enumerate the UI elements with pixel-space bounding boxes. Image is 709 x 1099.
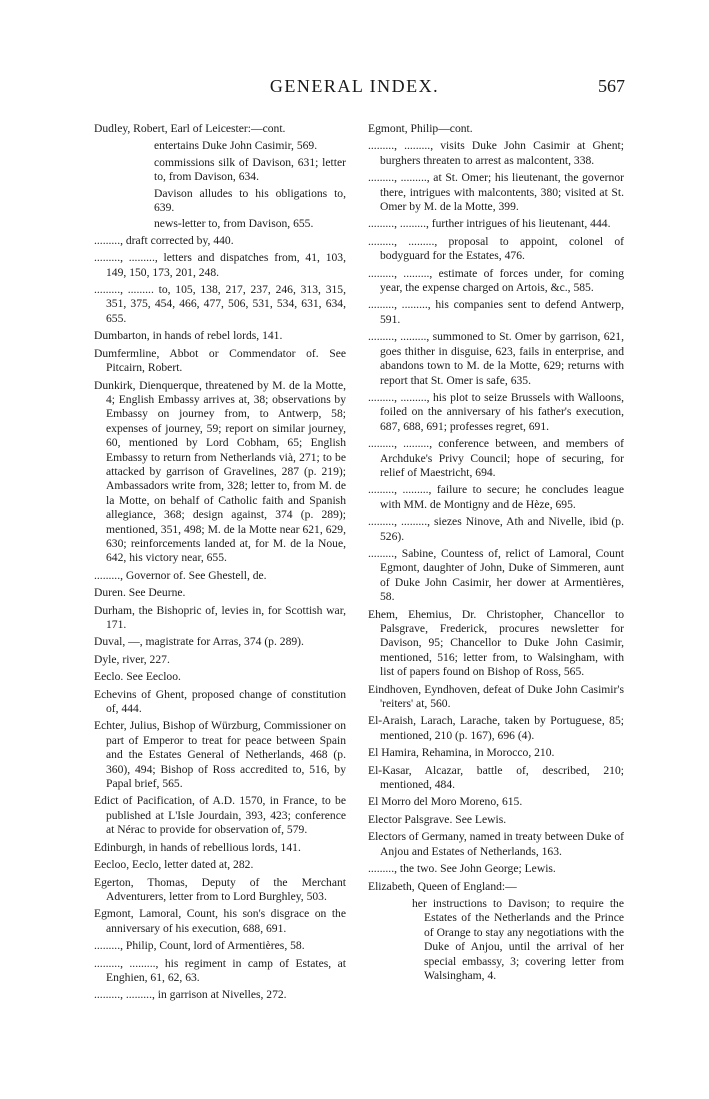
index-entry: ........., ........., summoned to St. Omer by garrison, 621, goes thither in disguise, 623, fails in enterprise, and abandons town to M. de la Motte, 629; returns with report that St. Omer is safe, 635. bbox=[368, 330, 624, 387]
index-entry: ........., ........., his regiment in camp of Estates, at Enghien, 61, 62, 63. bbox=[94, 956, 346, 984]
index-entry: Dyle, river, 227. bbox=[94, 652, 170, 666]
index-entry: ........., ........., siezes Ninove, Ath and Nivelle, ibid (p. 526). bbox=[368, 515, 624, 543]
index-entry: ........., ........., letters and dispatches from, 41, 103, 149, 150, 173, 201, 248. bbox=[94, 251, 346, 279]
index-entry: ........., ........., proposal to appoint, colonel of bodyguard for the Estates, 476. bbox=[368, 234, 624, 263]
index-entry: ........., ........., visits Duke John Casimir at Ghent; burghers threaten to arrest as malcontent, 338. bbox=[368, 139, 624, 167]
index-entry: ........., ........., conference between, and members of Archduke's Privy Council; hope of securing, for relief of Maestricht, 694. bbox=[368, 437, 624, 479]
index-entry: ........., Philip, Count, lord of Armentières, 58. bbox=[94, 939, 305, 953]
index-entry: Echter, Julius, Bishop of Würzburg, Commissioner on part of Emperor to treat for peace between Spain and the Estates General of Netherlands, 468 (p. 360), 494; Bishop of Ross accredited to, 516, by Papal brief, 565. bbox=[94, 719, 346, 791]
index-entry: Edinburgh, in hands of rebellious lords, 141. bbox=[94, 840, 301, 854]
index-entry: ........., ........., at St. Omer; his lieutenant, the governor there, intrigues with malcontents, 380; visited at St. Omer by M. de la Motte, 399. bbox=[368, 171, 624, 214]
index-entry: Electors of Germany, named in treaty between Duke of Anjou and Estates of Netherlands, 163. bbox=[368, 830, 624, 858]
index-entry: her instructions to Davison; to require the Estates of the Netherlands and the Prince of Orange to stay any negotiations with the Duke of Anjou, until the arrival of her special embassy, 3; covering letter from Walsingham, 4. bbox=[412, 896, 624, 982]
page-number: 567 bbox=[598, 76, 625, 96]
index-entry: ........., draft corrected by, 440. bbox=[94, 233, 234, 247]
index-entry: El Hamira, Rehamina, in Morocco, 210. bbox=[368, 746, 555, 760]
index-entry: ........., ........., failure to secure; he concludes league with MM. de Montigny and de Hèze, 695. bbox=[368, 483, 624, 511]
index-entry: Duren. See Deurne. bbox=[94, 586, 186, 600]
index-entry: Eecloo, Eeclo, letter dated at, 282. bbox=[94, 858, 254, 872]
index-entry: Echevins of Ghent, proposed change of constitution of, 444. bbox=[94, 687, 346, 716]
left-column bbox=[94, 122, 346, 1006]
index-entry: ........., ........., estimate of forces under, for coming year, the expense charged on Artois, &c., 585. bbox=[368, 266, 624, 295]
index-entry: entertains Duke John Casimir, 569. bbox=[154, 139, 318, 153]
index-entry: Duval, —, magistrate for Arras, 374 (p. 289). bbox=[94, 635, 304, 649]
index-entry: Ehem, Ehemius, Dr. Christopher, Chancellor to Palsgrave, Frederick, procures newsletter for Davison, 95; Chancellor to Duke John Casimir, mentioned, 516; letter from, to Walsingham, with list of papers found on Bishop of Ross, 565. bbox=[368, 607, 624, 679]
index-entry: El-Kasar, Alcazar, battle of, described, 210; mentioned, 484. bbox=[368, 763, 624, 792]
right-column bbox=[368, 122, 624, 986]
index-entry: El Morro del Moro Moreno, 615. bbox=[368, 795, 523, 809]
index-entry: Dunkirk, Dienquerque, threatened by M. de la Motte, 4; English Embassy arrives at, 38; observations by Embassy on journey from, to Antwerp, 58; expenses of journey, 59; report on similar journey, 60, mentioned by Lord Cobham, 65; English Embassy to return from Netherlands vià, 271; to be attacked by garrison of Gravelines, 287 (p. 219); Ambassadors write from, 328; letter to, from M. de la Motte, on behalf of Catholic faith and Spanish allegiance, 368; design against, 374 (p. 289); mentioned, 351, 498; M. de la Motte near 621, 629, 630; reinforcements landed at, for M. de la Noue, 642, his victory near, 655. bbox=[94, 378, 346, 565]
index-entry: ........., ......... to, 105, 138, 217, 237, 246, 313, 315, 351, 375, 454, 466, 477, 506, 531, 534, 631, 634, 655. bbox=[94, 283, 346, 325]
index-entry: Egmont, Lamoral, Count, his son's disgrace on the anniversary of his execution, 688, 691. bbox=[94, 907, 346, 935]
index-entry: ........., ........., further intrigues of his lieutenant, 444. bbox=[368, 217, 611, 231]
index-entry: Eeclo. See Eecloo. bbox=[94, 670, 181, 684]
index-entry: Davison alludes to his obligations to, 639. bbox=[154, 186, 346, 215]
index-entry: Egerton, Thomas, Deputy of the Merchant Adventurers, letter from to Lord Burghley, 503. bbox=[94, 875, 346, 903]
index-entry: commissions silk of Davison, 631; letter to, from Davison, 634. bbox=[154, 155, 346, 184]
index-entry: Egmont, Philip—cont. bbox=[368, 122, 473, 135]
index-entry: ........., Governor of. See Ghestell, de. bbox=[94, 568, 267, 582]
index-entry: Edict of Pacification, of A.D. 1570, in France, to be published at L'Isle Jourdain, 393, 423; conference at Nérac to provide for observation of, 579. bbox=[94, 794, 346, 837]
index-entry: Dumfermline, Abbot or Commendator of. See Pitcairn, Robert. bbox=[94, 346, 346, 375]
index-entry: ........., the two. See John George; Lewis. bbox=[368, 862, 556, 876]
index-entry: Elector Palsgrave. See Lewis. bbox=[368, 812, 507, 826]
index-entry: ........., Sabine, Countess of, relict of Lamoral, Count Egmont, daughter of John, Duke of Simmeren, aunt of Duke John Casimir, her dower at Armentières, 58. bbox=[368, 546, 624, 604]
index-entry: Elizabeth, Queen of England:— bbox=[368, 879, 517, 893]
index-entry: Dudley, Robert, Earl of Leicester:—cont. bbox=[94, 122, 286, 135]
index-entry: Eindhoven, Eyndhoven, defeat of Duke John Casimir's 'reiters' at, 560. bbox=[368, 682, 624, 711]
page-title: GENERAL INDEX. bbox=[269, 76, 440, 96]
index-entry: Durham, the Bishopric of, levies in, for Scottish war, 171. bbox=[94, 603, 346, 631]
index-entry: ........., ........., in garrison at Nivelles, 272. bbox=[94, 988, 287, 1002]
index-entry: Dumbarton, in hands of rebel lords, 141. bbox=[94, 329, 283, 343]
index-entry: El-Araish, Larach, Larache, taken by Portuguese, 85; mentioned, 210 (p. 167), 696 (4). bbox=[368, 714, 624, 742]
index-entry: ........., ........., his plot to seize Brussels with Walloons, foiled on the anniversary of his father's execution, 687, 688, 691; professes regret, 691. bbox=[368, 390, 624, 433]
index-entry: ........., ........., his companies sent to defend Antwerp, 591. bbox=[368, 298, 624, 326]
index-entry: news-letter to, from Davison, 655. bbox=[154, 217, 314, 231]
